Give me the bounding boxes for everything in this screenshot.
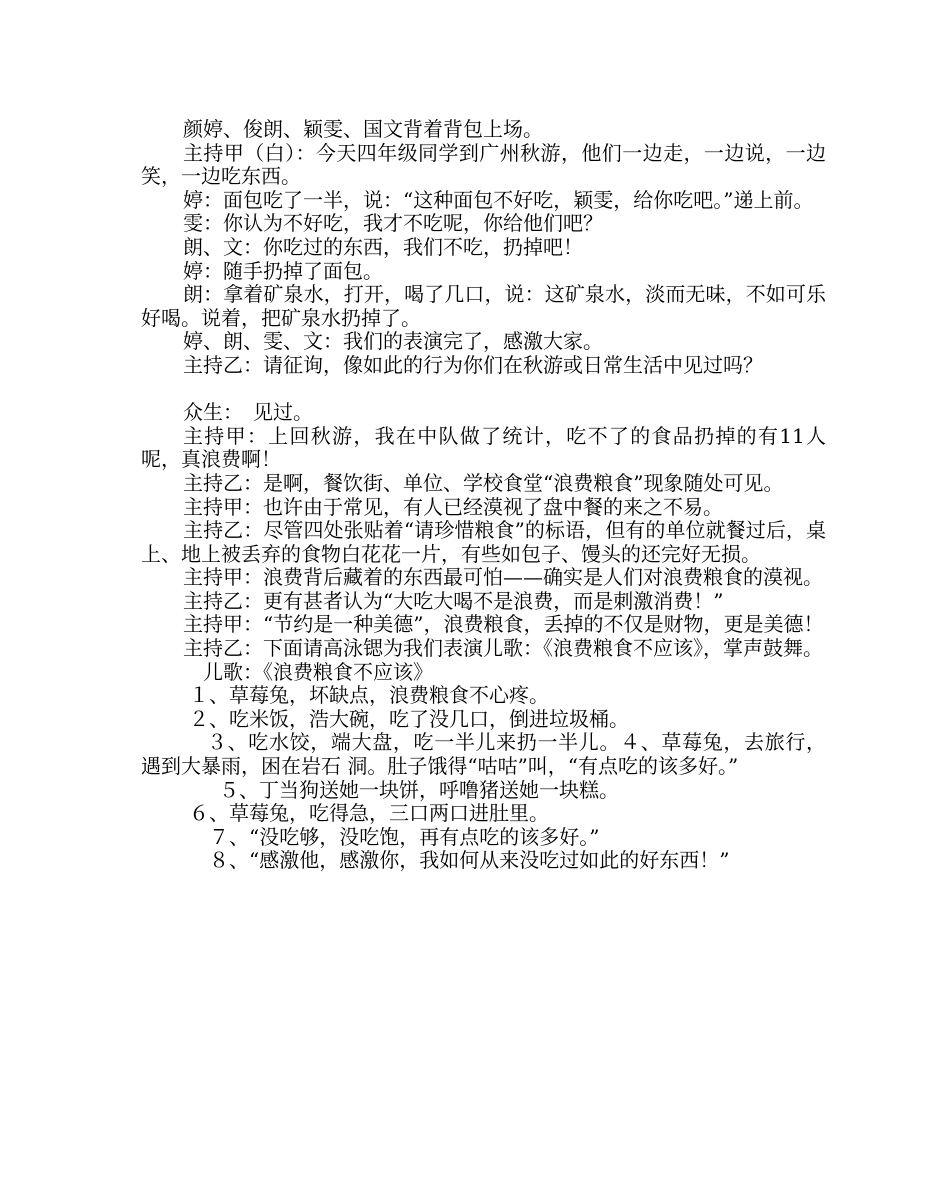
- lang-line: 朗：拿着矿泉水，打开，喝了几口，说：这矿泉水，淡而无味，不如可乐好喝。说着，把矿泉水扔掉了。: [141, 282, 826, 330]
- audience-line: 众生： 见过。: [183, 400, 313, 425]
- ting-line: 婷：面包吃了一半，说：“这种面包不好吃，颖雯，给你吃吧。”递上前。: [183, 187, 814, 212]
- host-b-line-3: 主持乙：更有甚者认为“大吃大喝不是浪费，而是刺激消费！”: [183, 588, 724, 613]
- ting-action-line: 婷：随手扔掉了面包。: [183, 258, 383, 283]
- host-a-line-3: 主持甲：浪费背后藏着的东西最可怕——确实是人们对浪费粮食的漠视。: [183, 565, 823, 590]
- host-b-introduction: 主持乙：下面请高泳锶为我们表演儿歌：《浪费粮食不应该》，掌声鼓舞。: [183, 636, 823, 661]
- host-b-line-1: 主持乙：是啊，餐饮街、单位、学校食堂“浪费粮食”现象随处可见。: [183, 470, 784, 495]
- wen-line: 雯：你认为不好吃，我才不吃呢，你给他们吧？: [183, 211, 603, 236]
- host-a-statistics: 主持甲：上回秋游，我在中队做了统计，吃不了的食品扔掉的有11人呢，真浪费啊！: [141, 423, 826, 472]
- group-line: 婷、朗、雯、文：我们的表演完了，感激大家。: [183, 329, 603, 354]
- song-title: 儿歌：《浪费粮食不应该》: [203, 659, 433, 684]
- song-verse-1: １、草莓兔，坏缺点，浪费粮食不心疼。: [189, 683, 549, 708]
- host-a-line: 主持甲（白）：今天四年级同学到广州秋游，他们一边走，一边说，一边笑，一边吃东西。: [141, 140, 826, 189]
- document-body: [141, 118, 826, 873]
- host-a-line-2: 主持甲：也许由于常见，有人已经漠视了盘中餐的来之不易。: [183, 494, 723, 519]
- song-verse-5: ５、丁当狗送她一块饼，呼噜猪送她一块糕。: [219, 777, 619, 802]
- song-verse-2: ２、吃米饭，浩大碗，吃了没几口，倒进垃圾桶。: [189, 706, 629, 731]
- lang-wen-line: 朗、文：你吃过的东西，我们不吃，扔掉吧！: [183, 234, 583, 259]
- song-verse-8: ８、“感激他，感激你，我如何从来没吃过如此的好东西！”: [209, 848, 730, 873]
- host-b-line-2: 主持乙：尽管四处张贴着“请珍惜粮食”的标语，但有的单位就餐过后，桌上、地上被丢弃的食物白花花一片，有些如包子、馒头的还完好无损。: [141, 518, 826, 566]
- stage-direction: 颜婷、俊朗、颖雯、国文背着背包上场。: [183, 117, 543, 141]
- host-b-question: 主持乙：请征询，像如此的行为你们在秋游或日常生活中见过吗？: [183, 352, 763, 377]
- song-verse-6: ６、草莓兔，吃得急，三口两口进肚里。: [189, 801, 549, 826]
- song-verse-7: ７、“没吃够，没吃饱，再有点吃的该多好。”: [209, 824, 600, 849]
- blank-line: [141, 378, 826, 402]
- host-a-line-4: 主持甲：“节约是一种美德”，浪费粮食，丢掉的不仅是财物，更是美德！: [183, 612, 824, 637]
- song-verse-3-4: ３、吃水饺，端大盘，吃一半儿来扔一半儿。４、草莓兔，去旅行，遇到大暴雨，困在岩石 洞。肚子饿得“咕咕”叫，“有点吃的该多好。”: [141, 730, 826, 779]
